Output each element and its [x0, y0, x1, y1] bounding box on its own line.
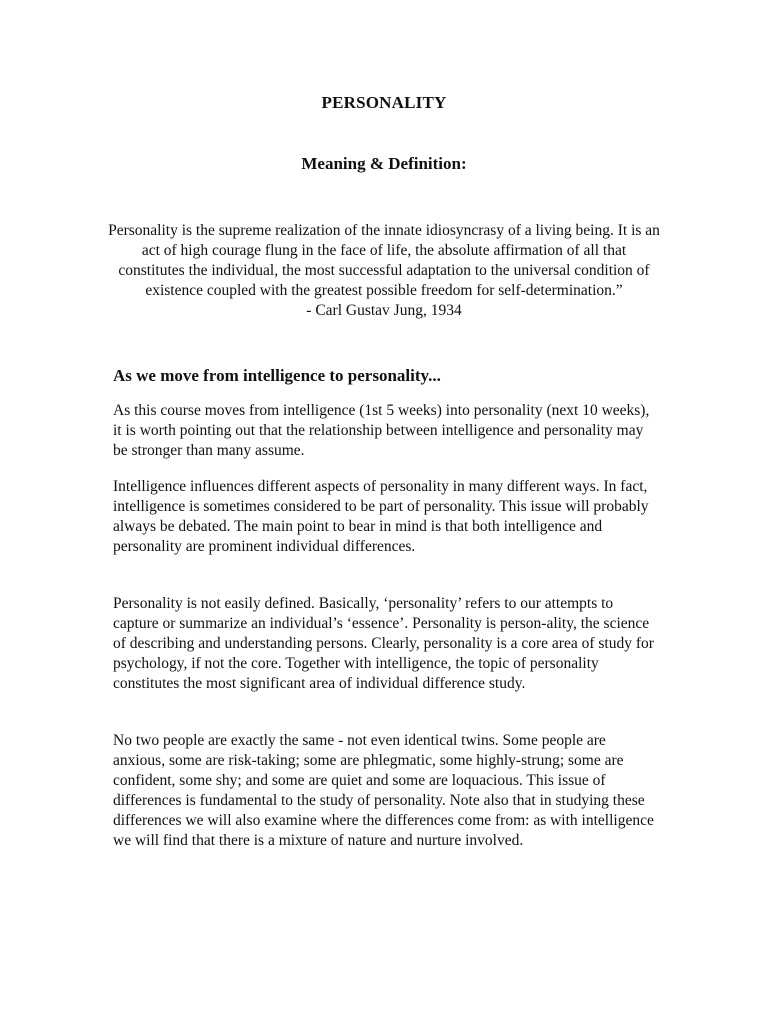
page-subtitle: Meaning & Definition:: [301, 154, 467, 173]
paragraph-4: No two people are exactly the same - not even identical twins. Some people are anxious, some are risk-taking; some are phlegmatic, some highly-strung; some are confident, some shy; and some are quiet and some are loquacious. This issue of differences is fundamental to the study of personality. Note also that in studying these differences we will also examine where the differences come from: as with intelligence we will find that there is a mixture of nature and nurture involved.: [113, 732, 654, 849]
quote-attribution: - Carl Gustav Jung, 1934: [306, 302, 462, 319]
section-heading: As we move from intelligence to personality...: [113, 366, 441, 385]
page-title: PERSONALITY: [321, 93, 447, 112]
quote-text: Personality is the supreme realization of the innate idiosyncrasy of a living being. It is an act of high courage flung in the face of life, the absolute affirmation of all that constitutes the individual, the most successful adaptation to the universal condition of existence coupled with the greatest possible freedom for self-determination.”: [108, 222, 660, 299]
paragraph-2: Intelligence influences different aspects of personality in many different ways. In fact, intelligence is sometimes considered to be part of personality. This issue will probably always be debated. The main point to bear in mind is that both intelligence and personality are prominent individual differences.: [113, 478, 649, 555]
paragraph-1: As this course moves from intelligence (1st 5 weeks) into personality (next 10 weeks), it is worth pointing out that the relationship between intelligence and personality may be stronger than many assume.: [113, 402, 650, 459]
paragraph-3: Personality is not easily defined. Basically, ‘personality’ refers to our attempts to capture or summarize an individual’s ‘essence’. Personality is person-ality, the science of describing and understanding persons. Clearly, personality is a core area of study for psychology, if not the core. Together with intelligence, the topic of personality constitutes the most significant area of individual difference study.: [113, 595, 654, 692]
jung-quote: [108, 221, 660, 321]
